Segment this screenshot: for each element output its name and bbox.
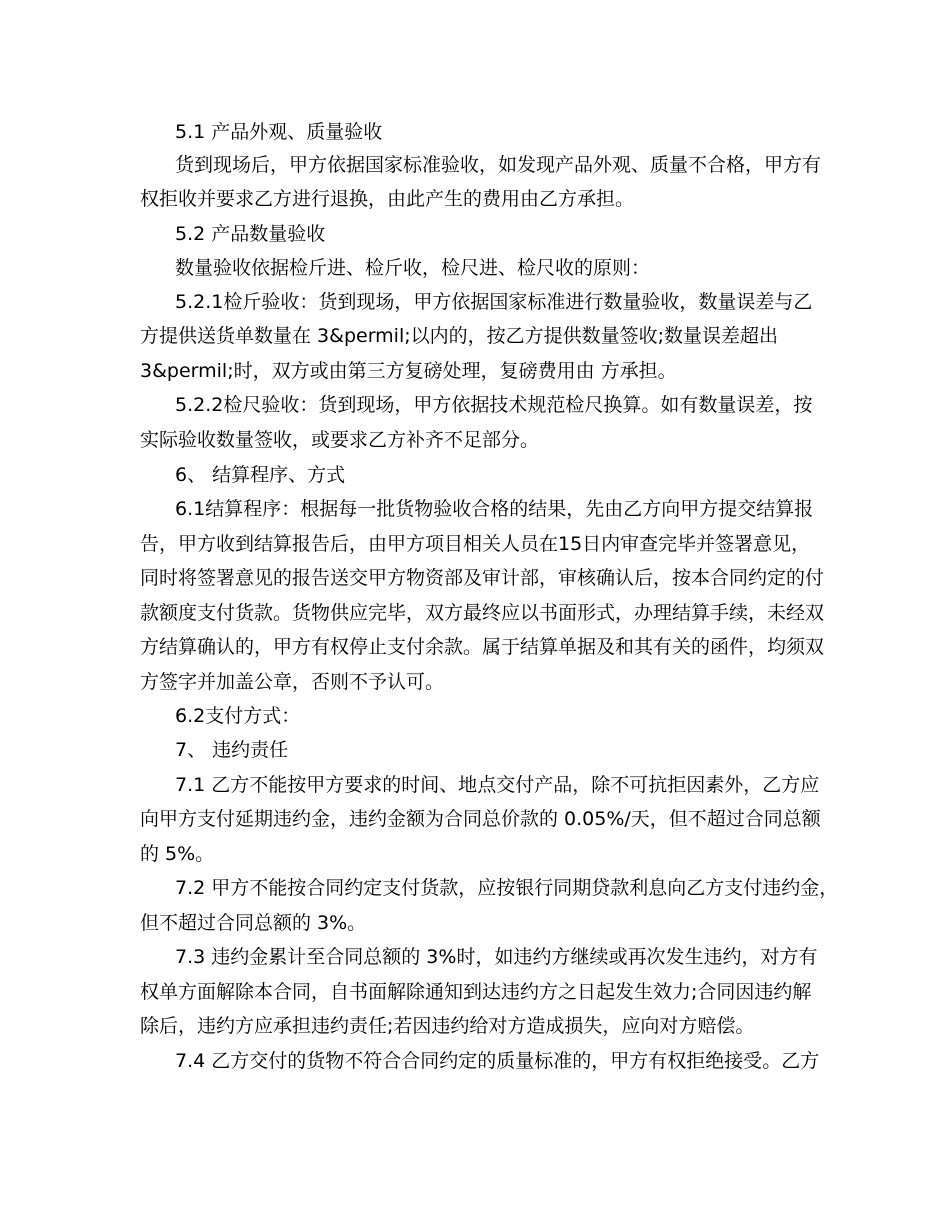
- paragraph-line: 的 5%。: [140, 843, 215, 865]
- section-heading-7: 7、 违约责任: [175, 739, 289, 761]
- paragraph-line: 同时将签署意见的报告送交甲方物资部及审计部，审核确认后，按本合同约定的付: [140, 567, 825, 589]
- paragraph-line: 6.1结算程序：根据每一批货物验收合格的结果，先由乙方向甲方提交结算报: [175, 498, 814, 520]
- paragraph-line: 5.2.1检斤验收：货到现场，甲方依据国家标准进行数量验收，数量误差与乙: [175, 291, 813, 313]
- section-heading-6: 6、 结算程序、方式: [175, 464, 346, 486]
- paragraph-line: 方提供送货单数量在 3&permil;以内的，按乙方提供数量签收;数量误差超出: [140, 325, 779, 347]
- paragraph-line: 7.2 甲方不能按合同约定支付货款，应按银行同期贷款利息向乙方支付违约金，: [175, 877, 839, 899]
- paragraph-line: 7.3 违约金累计至合同总额的 3%时，如违约方继续或再次发生违约，对方有: [175, 946, 818, 968]
- paragraph-line: 7.4 乙方交付的货物不符合合同约定的质量标准的，甲方有权拒绝接受。乙方: [175, 1050, 820, 1072]
- section-heading-5-1: 5.1 产品外观、质量验收: [175, 121, 383, 143]
- paragraph-line: 7.1 乙方不能按甲方要求的时间、地点交付产品，除不可抗拒因素外，乙方应: [175, 774, 820, 796]
- paragraph-line: 权单方面解除本合同，自书面解除通知到达违约方之日起发生效力;合同因违约解: [140, 981, 812, 1003]
- paragraph-line: 实际验收数量签收，或要求乙方补齐不足部分。: [140, 429, 540, 451]
- paragraph-line: 除后，违约方应承担违约责任;若因违约给对方造成损失，应向对方赔偿。: [140, 1015, 755, 1037]
- section-heading-5-2: 5.2 产品数量验收: [175, 223, 326, 245]
- paragraph-line: 数量验收依据检斤进、检斤收，检尺进、检尺收的原则：: [175, 257, 651, 279]
- paragraph-line: 3&permil;时，双方或由第三方复磅处理，复磅费用由 方承担。: [140, 360, 677, 382]
- paragraph-line: 方签字并加盖公章，否则不予认可。: [140, 671, 445, 693]
- paragraph-line: 向甲方支付延期违约金，违约金额为合同总价款的 0.05%/天，但不超过合同总额: [140, 808, 821, 830]
- paragraph-line: 5.2.2检尺验收：货到现场，甲方依据技术规范检尺换算。如有数量误差，按: [175, 394, 813, 416]
- paragraph-line: 告，甲方收到结算报告后，由甲方项目相关人员在15日内审查完毕并签署意见，: [140, 533, 811, 555]
- section-heading-6-2: 6.2支付方式：: [175, 705, 301, 727]
- paragraph-line: 权拒收并要求乙方进行退换，由此产生的费用由乙方承担。: [140, 188, 635, 210]
- paragraph-line: 方结算确认的，甲方有权停止支付余款。属于结算单据及和其有关的函件，均须双: [140, 636, 825, 658]
- paragraph-line: 但不超过合同总额的 3%。: [140, 912, 367, 934]
- paragraph-line: 货到现场后，甲方依据国家标准验收，如发现产品外观、质量不合格，甲方有: [175, 154, 822, 176]
- paragraph-line: 款额度支付货款。货物供应完毕，双方最终应以书面形式，办理结算手续，未经双: [140, 602, 825, 624]
